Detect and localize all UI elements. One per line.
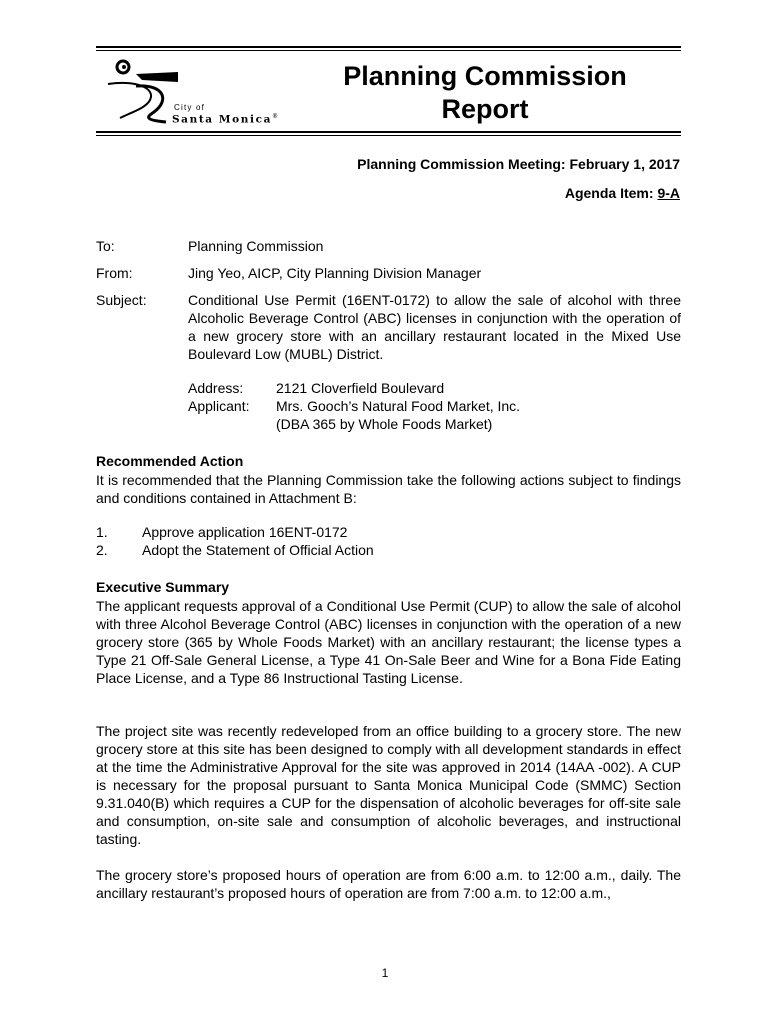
- to-value: Planning Commission: [188, 238, 324, 254]
- action-item-text: Adopt the Statement of Official Action: [142, 542, 374, 558]
- recommended-action-heading: Recommended Action: [96, 453, 244, 469]
- meeting-date: Planning Commission Meeting: February 1, 2017: [357, 156, 680, 172]
- from-label: From:: [96, 265, 133, 281]
- executive-summary-heading: Executive Summary: [96, 579, 230, 595]
- page-title: [310, 60, 660, 126]
- title-line-2: Report: [441, 94, 529, 124]
- action-item-number: 2.: [96, 542, 108, 558]
- header-rule-bottom-thin: [96, 135, 681, 136]
- action-item-text: Approve application 16ENT-0172: [142, 524, 348, 540]
- header-rule-top-thin: [96, 50, 681, 51]
- to-label: To:: [96, 238, 115, 254]
- action-item-number: 1.: [96, 524, 108, 540]
- from-value: Jing Yeo, AICP, City Planning Division Manager: [188, 265, 482, 281]
- agenda-item: Agenda Item: 9-A: [564, 185, 680, 201]
- summary-paragraph-2: The project site was recently redeveloped from an office building to a grocery store. The new grocery store at this site has been designed to comply with all development standards in effect at the time the Administrative Approval for the site was approved in 2014 (14AA -002). A CUP is necessary for the proposal pursuant to Santa Monica Municipal Code (SMMC) Section 9.31.040(B) which requires a CUP for the dispensation of alcoholic beverages for off-site sale and consumption, on-site sale and consumption of alcoholic beverages, and instructional tasting.: [96, 723, 681, 847]
- recommended-action-intro: It is recommended that the Planning Commission take the following actions subject to findings and conditions contained in Attachment B:: [96, 472, 681, 506]
- subject-label: Subject:: [96, 292, 147, 308]
- page-number: 1: [381, 966, 389, 980]
- logo-city-of: City of: [174, 103, 206, 112]
- header-rule-top: [96, 46, 681, 48]
- applicant-dba: (DBA 365 by Whole Foods Market): [276, 416, 493, 432]
- subject-value: Conditional Use Permit (16ENT-0172) to allow the sale of alcohol with three Alcoholic Beverage Control (ABC) licenses in conjunction with the operation of a new grocery store with an ancillary restaurant located in the Mixed Use Boulevard Low (MUBL) District.: [188, 292, 681, 362]
- agenda-item-number: 9-A: [657, 185, 680, 201]
- summary-paragraph-3: The grocery store’s proposed hours of operation are from 6:00 a.m. to 12:00 a.m., daily. The ancillary restaurant’s proposed hours of operation are from 7:00 a.m. to 12:00 a.m.,: [96, 867, 681, 901]
- applicant-value: Mrs. Gooch’s Natural Food Market, Inc.: [276, 398, 521, 414]
- applicant-label: Applicant:: [188, 398, 250, 414]
- address-value: 2121 Cloverfield Boulevard: [276, 380, 445, 396]
- summary-paragraph-1: The applicant requests approval of a Conditional Use Permit (CUP) to allow the sale of alcohol with three Alcohol Beverage Control (ABC) licenses in conjunction with the operation of a new grocery store (365 by Whole Foods Market) with an ancillary restaurant; the license types a Type 21 Off-Sale General License, a Type 41 On-Sale Beer and Wine for a Bona Fide Eating Place License, and a Type 86 Instructional Tasting License.: [96, 598, 681, 686]
- title-line-1: Planning Commission: [343, 61, 627, 91]
- address-label: Address:: [188, 380, 244, 396]
- logo-city-name: Santa Monica®: [172, 113, 280, 126]
- header-rule-bottom: [96, 131, 681, 133]
